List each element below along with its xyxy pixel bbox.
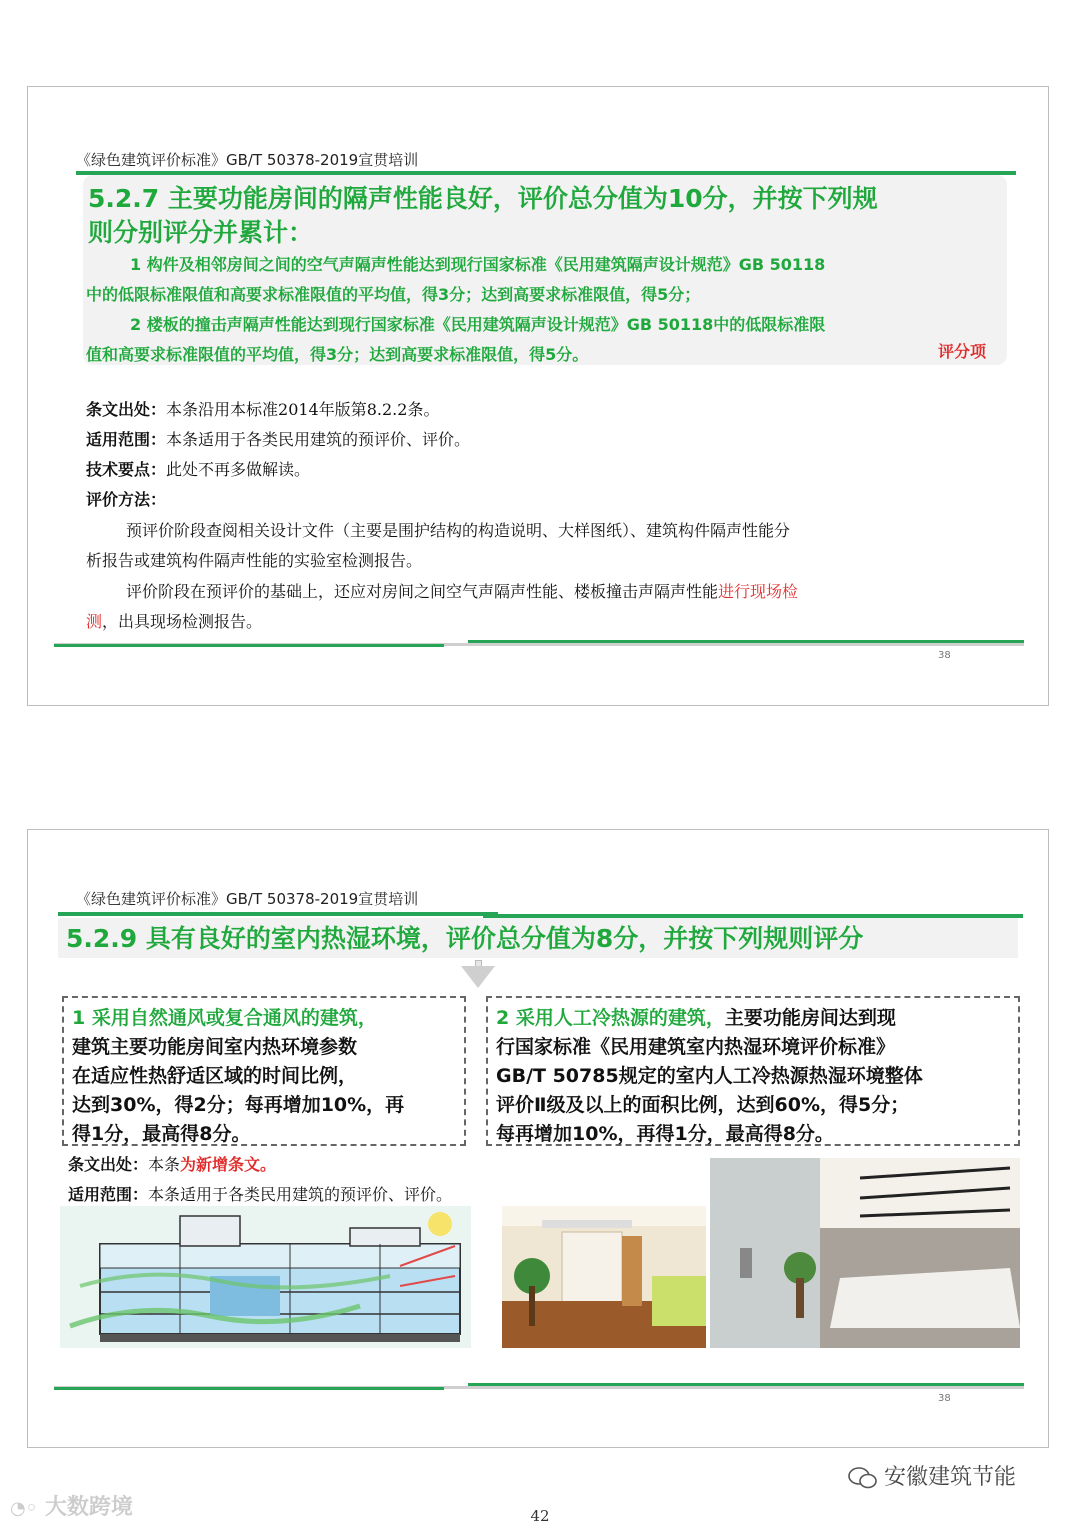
option-line: 行国家标准《民用建筑室内热湿环境评价标准》 <box>496 1036 896 1058</box>
method-text: ，出具现场检测报告。 <box>102 612 263 631</box>
option-line: 建筑主要功能房间室内热环境参数 <box>72 1036 358 1058</box>
option-line: GB/T 50785规定的室内人工冷热源热湿环境整体 <box>496 1065 923 1087</box>
clause-item-line: 2 楼板的撞击声隔声性能达到现行国家标准《民用建筑隔声设计规范》GB 50118中的低限标准限 <box>130 315 826 334</box>
watermark-right-text: 安徽建筑节能 <box>884 1465 1017 1490</box>
source-text: 本条沿用本标准2014年版第8.2.2条。 <box>166 400 440 419</box>
clause-item-line: 值和高要求标准限值的平均值，得3分；达到高要求标准限值，得5分。 <box>86 345 589 364</box>
option-line: 评价Ⅱ级及以上的面积比例，达到60%，得5分； <box>496 1094 910 1116</box>
slide-header: 《绿色建筑评价标准》GB/T 50378-2019宣贯培训 <box>76 890 419 908</box>
slide-page-number: 38 <box>938 1393 951 1404</box>
method-line <box>86 485 166 515</box>
tech-text: 此处不再多做解读。 <box>166 460 311 479</box>
header-divider <box>58 912 498 916</box>
tech-line <box>86 455 310 485</box>
source-highlight: 为新增条文。 <box>180 1155 277 1174</box>
footer-divider-green <box>54 1387 444 1390</box>
watermark-right <box>848 1460 1016 1491</box>
source-label: 条文出处： <box>68 1155 149 1174</box>
building-section-diagram <box>60 1206 471 1348</box>
scope-line <box>86 425 470 455</box>
footer-divider-green <box>54 644 444 647</box>
clause-title-line: 5.2.7 主要功能房间的隔声性能良好，评价总分值为10分，并按下列规 <box>88 184 878 213</box>
document-page-number: 42 <box>530 1507 550 1525</box>
slide-5-2-9 <box>27 829 1049 1448</box>
clause-item-1 <box>86 250 825 310</box>
watermark-logo-icon: ◔◦ <box>10 1498 38 1519</box>
option-lead: 2 采用人工冷热源的建筑， <box>496 1007 725 1029</box>
option-box-2 <box>486 996 1020 1146</box>
source-text: 本条 <box>148 1155 181 1174</box>
option-line: 在适应性热舒适区域的时间比例， <box>72 1065 358 1087</box>
clause-item-line: 1 构件及相邻房间之间的空气声隔声性能达到现行国家标准《民用建筑隔声设计规范》GB 50118 <box>130 255 826 274</box>
option-line: 主要功能房间达到现 <box>724 1007 896 1029</box>
method-paragraph-2 <box>86 577 1006 637</box>
scope-text: 本条适用于各类民用建筑的预评价、评价。 <box>166 430 471 449</box>
option-line: 每再增加10%，再得1分，最高得8分。 <box>496 1123 834 1145</box>
clause-item-line: 中的低限标准限值和高要求标准限值的平均值，得3分；达到高要求标准限值，得5分； <box>86 285 701 304</box>
option-box-1 <box>62 996 466 1146</box>
clause-item-2 <box>86 310 825 370</box>
method-paragraph-1 <box>86 516 1006 576</box>
method-line-text: 预评价阶段查阅相关设计文件（主要是围护结构的构造说明、大样图纸）、建筑构件隔声性能分 <box>126 521 791 540</box>
scope-text: 本条适用于各类民用建筑的预评价、评价。 <box>148 1185 453 1204</box>
slide-header: 《绿色建筑评价标准》GB/T 50378-2019宣贯培训 <box>76 151 419 169</box>
living-room-photo <box>502 1206 706 1348</box>
tech-label: 技术要点： <box>86 460 167 479</box>
scope-line <box>68 1182 452 1205</box>
slide-page-number: 38 <box>938 650 951 661</box>
option-lead: 1 采用自然通风或复合通风的建筑， <box>72 1007 377 1029</box>
clause-title-line: 则分别评分并累计： <box>88 218 314 247</box>
method-line-text: 析报告或建筑构件隔声性能的实验室检测报告。 <box>86 551 423 570</box>
method-highlight: 进行现场检 <box>718 582 799 601</box>
slide-5-2-7 <box>27 86 1049 706</box>
clause-title <box>88 182 1008 250</box>
scope-label: 适用范围： <box>68 1185 149 1204</box>
footer-divider-green <box>468 640 1024 643</box>
scope-label: 适用范围： <box>86 430 167 449</box>
method-highlight: 测 <box>86 612 103 631</box>
wechat-icon <box>848 1467 878 1489</box>
source-line <box>86 395 439 425</box>
meeting-room-photo <box>710 1158 1020 1348</box>
method-text: 评价阶段在预评价的基础上，还应对房间之间空气声隔声性能、楼板撞击声隔声性能 <box>126 582 719 601</box>
score-item-label: 评分项 <box>937 342 986 361</box>
source-line <box>68 1152 276 1175</box>
down-arrow-icon <box>461 966 495 988</box>
clause-title: 5.2.9 具有良好的室内热湿环境，评价总分值为8分，并按下列规则评分 <box>66 924 864 953</box>
watermark-left-text: 大数跨境 <box>44 1495 133 1520</box>
source-label: 条文出处： <box>86 400 167 419</box>
footer-divider-green <box>468 1383 1024 1386</box>
method-label: 评价方法： <box>86 490 167 509</box>
option-line: 达到30%，得2分；每再增加10%，再 <box>72 1094 405 1116</box>
option-line: 得1分，最高得8分。 <box>72 1123 251 1145</box>
